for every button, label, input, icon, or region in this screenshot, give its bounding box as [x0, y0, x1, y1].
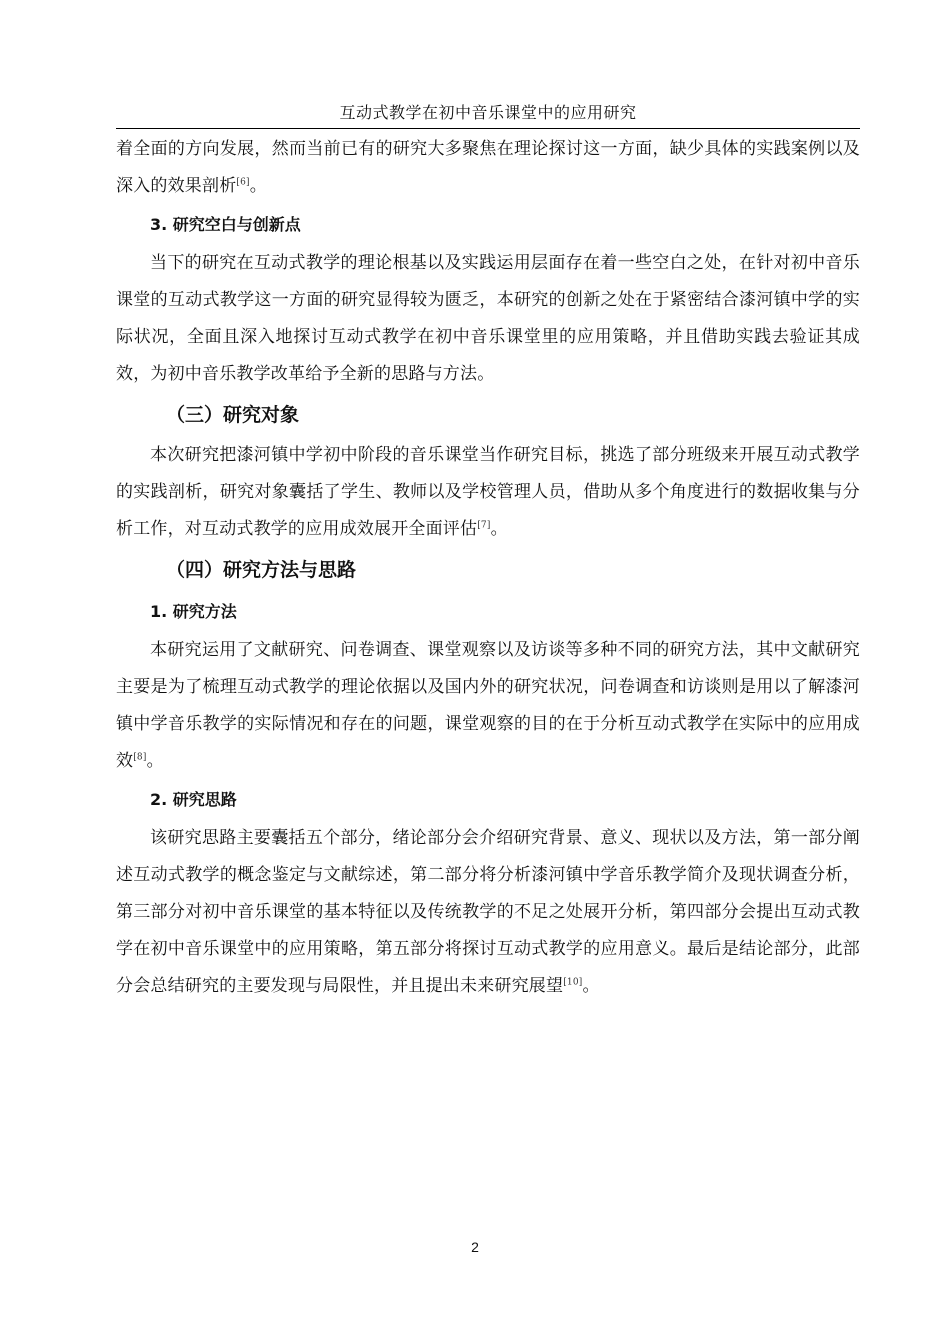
heading-research-method: 1. 研究方法	[150, 602, 237, 621]
citation-ref: [10]	[563, 977, 583, 988]
paragraph-end: 。	[249, 176, 267, 196]
citation-ref: [6]	[236, 177, 250, 188]
paragraph-research-method	[116, 632, 860, 780]
running-header-title: 互动式教学在初中音乐课堂中的应用研究	[339, 103, 637, 122]
paragraph-research-object	[116, 437, 860, 548]
paragraph-end: 。	[146, 751, 164, 771]
heading-research-gap: 3. 研究空白与创新点	[150, 215, 301, 234]
citation-ref: [8]	[133, 752, 147, 763]
paragraph-research-gap: 当下的研究在互动式教学的理论根基以及实践运用层面存在着一些空白之处，在针对初中音乐课堂的互动式教学这一方面的研究显得较为匮乏，本研究的创新之处在于紧密结合漆河镇中学的实际状况，全面且深入地探讨互动式教学在初中音乐课堂里的应用策略，并且借助实践去验证其成效，为初中音乐教学改革给予全新的思路与方法。	[116, 253, 860, 384]
heading-research-object: （三）研究对象	[166, 404, 300, 426]
page-number: 2	[471, 1239, 479, 1255]
paragraph-text: 着全面的方向发展，然而当前已有的研究大多聚焦在理论探讨这一方面，缺少具体的实践案例以及深入的效果剖析	[116, 139, 860, 196]
citation-ref: [7]	[477, 520, 491, 531]
paragraph-text: 该研究思路主要囊括五个部分，绪论部分会介绍研究背景、意义、现状以及方法，第一部分阐述互动式教学的概念鉴定与文献综述，第二部分将分析漆河镇中学音乐教学简介及现状调查分析，第三部分对初中音乐课堂的基本特征以及传统教学的不足之处展开分析，第四部分会提出互动式教学在初中音乐课堂中的应用策略，第五部分将探讨互动式教学的应用意义。最后是结论部分，此部分会总结研究的主要发现与局限性，并且提出未来研究展望	[116, 828, 860, 996]
paragraph-text: 本次研究把漆河镇中学初中阶段的音乐课堂当作研究目标，挑选了部分班级来开展互动式教学的实践剖析，研究对象囊括了学生、教师以及学校管理人员，借助从多个角度进行的数据收集与分析工作，对互动式教学的应用成效展开全面评估	[116, 445, 860, 539]
paragraph-text: 本研究运用了文献研究、问卷调查、课堂观察以及访谈等多种不同的研究方法，其中文献研究主要是为了梳理互动式教学的理论依据以及国内外的研究状况，问卷调查和访谈则是用以了解漆河镇中学音乐教学的实际情况和存在的问题，课堂观察的目的在于分析互动式教学在实际中的应用成效	[116, 640, 860, 771]
paragraph-continued	[116, 131, 860, 205]
paragraph-research-thinking	[116, 820, 860, 1005]
paragraph-end: 。	[582, 976, 600, 996]
paragraph-end: 。	[490, 519, 508, 539]
document-body	[116, 131, 860, 1005]
heading-research-method-thinking: （四）研究方法与思路	[166, 559, 357, 581]
heading-research-thinking: 2. 研究思路	[150, 790, 237, 809]
header-rule	[116, 128, 860, 129]
